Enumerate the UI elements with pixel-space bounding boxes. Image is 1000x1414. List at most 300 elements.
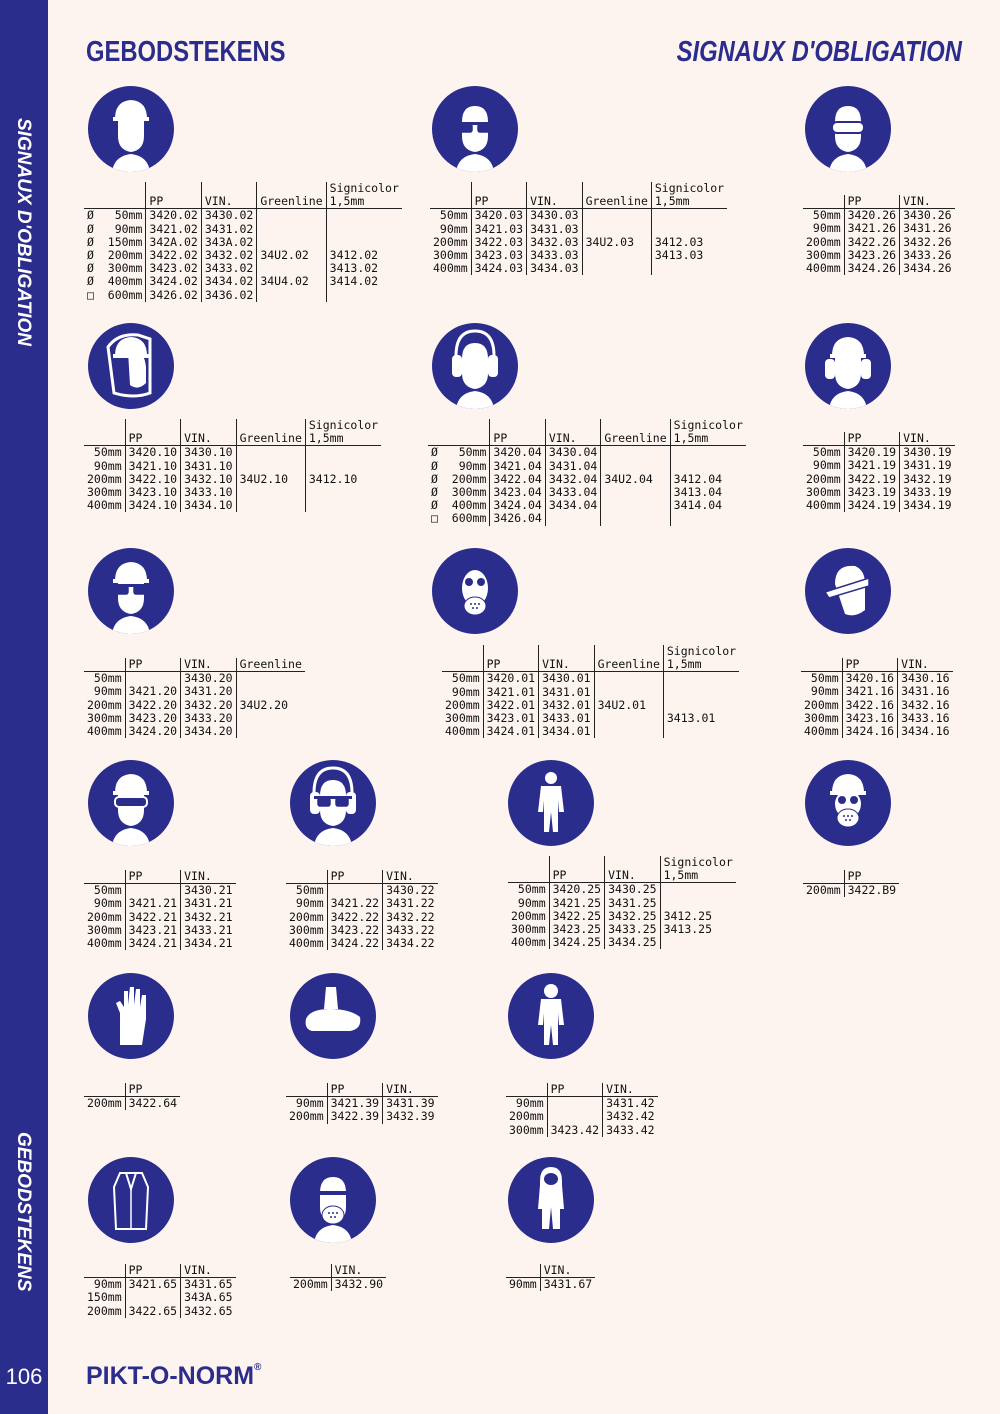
table-row [84,685,305,698]
full-protective-suit-icon [508,973,594,1059]
header-size-cell [84,182,146,209]
article-number-cell: 3422.39 [327,1110,382,1123]
size-cell: 300mm [87,710,122,725]
table-row [84,1291,236,1304]
size-cell: 200mm [511,908,546,923]
article-number-cell [257,209,326,223]
article-number-cell [651,223,727,236]
page-title-french: SIGNAUX D'OBLIGATION [676,36,962,68]
size-cell: 400mm [806,261,841,276]
article-number-cell: 3426.04 [490,512,545,525]
article-number-cell [125,672,180,686]
article-number-cell [305,446,381,460]
article-number-cell [601,486,670,499]
size-cell: Ø 50mm [87,208,143,223]
lab-coat-icon [88,1157,174,1243]
table-row [803,222,955,235]
column-header: Greenline [594,645,663,672]
size-cell: 90mm [812,221,841,236]
article-number-cell: 3421.19 [844,459,899,472]
article-number-cell: 3412.04 [670,473,746,486]
table-row [508,883,736,897]
article-number-cell: 3434.02 [201,275,256,288]
size-cell: 90mm [451,684,480,699]
size-cell: 200mm [804,697,839,712]
table-row [84,897,236,910]
header-size-cell [428,419,490,446]
size-cell: 400mm [806,498,841,513]
article-number-cell: 3422.26 [844,236,899,249]
table-row [286,1097,438,1111]
column-header: VIN. [383,870,438,884]
article-number-cell: 3433.42 [603,1124,658,1137]
article-number-cell: 3432.16 [898,699,953,712]
column-header: Greenline [601,419,670,446]
article-number-cell: 3433.02 [201,262,256,275]
hard-hat-goggles-icon [88,760,174,846]
column-header: VIN. [540,1264,595,1278]
table-header-row [442,645,739,672]
article-number-cell [660,897,736,910]
table-row [803,459,955,472]
brand-logo [86,1362,261,1391]
size-cell: 50mm [810,671,839,686]
article-number-cell: 3421.22 [327,897,382,910]
article-number-cell: 3420.25 [549,883,604,897]
table-row [442,725,739,738]
article-number-cell [651,262,727,275]
table-row [803,209,955,223]
article-number-cell: 3423.19 [844,486,899,499]
hard-hat-ear-protection-icon [805,323,891,409]
header-size-cell [286,870,327,884]
article-number-cell: 3420.19 [844,446,899,460]
table-row [84,699,305,712]
article-number-cell: 3432.20 [181,699,236,712]
article-table-hardhat-ear [803,432,955,512]
column-header: Greenline [236,419,305,446]
size-cell: 90mm [509,1277,537,1292]
size-cell: 90mm [93,684,122,699]
size-cell: 50mm [439,208,468,223]
table-row [286,897,438,910]
size-cell: 90mm [812,458,841,473]
half-mask-respirator-icon [290,1157,376,1243]
table-row [286,911,438,924]
table-header-row [84,419,381,446]
article-number-cell: 3420.26 [844,209,899,223]
table-header-row [84,658,305,672]
article-number-cell: 3432.03 [527,236,582,249]
article-number-cell: 3420.02 [146,209,201,223]
article-number-cell: 3422.19 [844,473,899,486]
column-header: VIN. [201,182,256,209]
column-header: VIN. [545,419,600,446]
column-header: VIN. [900,432,955,446]
header-size-cell [803,870,844,884]
article-number-cell: 3422.04 [490,473,545,486]
article-number-cell: 3423.22 [327,924,382,937]
table-row [428,446,746,460]
article-number-cell: 3423.10 [125,486,180,499]
table-row [442,686,739,699]
article-number-cell: 3432.19 [900,473,955,486]
table-header-row [84,1264,236,1278]
article-number-cell: 3431.20 [181,685,236,698]
article-number-cell: 3434.16 [898,725,953,738]
size-cell: 200mm [806,234,841,249]
face-shield-icon [88,323,174,409]
size-cell: 200mm [806,883,841,898]
article-number-cell: 3424.22 [327,937,382,950]
table-row [506,1097,658,1111]
size-cell: 50mm [93,883,122,898]
article-number-cell: 3431.65 [181,1278,236,1292]
article-table-coverall-hood [506,1264,595,1291]
article-number-cell: 3431.42 [603,1097,658,1111]
article-number-cell: 3413.04 [670,486,746,499]
table-header-row [428,419,746,446]
article-number-cell [651,209,727,223]
table-header-row [506,1264,595,1278]
article-number-cell: 3433.25 [605,923,660,936]
article-number-cell [125,884,180,898]
article-number-cell: 3413.02 [326,262,402,275]
article-number-cell: 3432.10 [181,473,236,486]
table-row [803,262,955,275]
article-number-cell: 3432.04 [545,473,600,486]
article-number-cell: 3433.19 [900,486,955,499]
column-header: Greenline [236,658,305,672]
size-cell: 50mm [93,445,122,460]
column-header: PP [125,1264,180,1278]
column-header: PP [844,432,899,446]
header-size-cell [803,432,844,446]
article-number-cell: 3432.21 [181,911,236,924]
article-number-cell [236,725,305,738]
article-table-lab-coat [84,1264,236,1318]
size-cell: Ø 90mm [431,458,487,473]
header-size-cell [286,1083,327,1097]
size-cell: 90mm [517,895,546,910]
article-table-ear-protection [428,419,746,526]
article-number-cell: 3434.25 [605,936,660,949]
table-header-row [803,432,955,446]
article-number-cell [545,512,600,525]
table-row [84,1278,236,1292]
size-cell: 300mm [806,247,841,262]
sidebar [0,0,48,1414]
table-row [801,699,953,712]
article-number-cell: 3430.16 [898,672,953,686]
article-number-cell: 3422.16 [842,699,897,712]
article-number-cell: 3431.16 [898,685,953,698]
table-header-row [801,658,953,672]
header-size-cell [442,645,483,672]
article-number-cell: 3434.19 [900,499,955,512]
article-number-cell: 3434.20 [181,725,236,738]
protective-glove-icon [88,973,174,1059]
size-cell: 150mm [87,1290,122,1305]
article-number-cell [663,725,739,738]
article-number-cell: 3423.20 [125,712,180,725]
column-header: PP [490,419,545,446]
article-number-cell: 3424.25 [549,936,604,949]
article-number-cell: 34U2.04 [601,473,670,486]
article-number-cell: 3420.01 [483,672,538,686]
size-cell: 50mm [93,671,122,686]
article-number-cell: 3420.10 [125,446,180,460]
article-number-cell: 3430.03 [527,209,582,223]
article-number-cell: 3422.B9 [844,884,899,898]
table-row [803,446,955,460]
size-cell: 400mm [433,261,468,276]
table-header-row [84,870,236,884]
table-header-row [290,1264,386,1278]
table-row [506,1278,595,1292]
article-number-cell: 3423.16 [842,712,897,725]
article-number-cell: 342A.02 [146,236,201,249]
article-number-cell: 3431.26 [900,222,955,235]
table-row [508,897,736,910]
table-row [442,672,739,686]
table-row [286,884,438,898]
hard-hat-respirator-icon [805,760,891,846]
article-number-cell: 3433.21 [181,924,236,937]
article-number-cell: 3432.02 [201,249,256,262]
article-number-cell: 3426.02 [146,289,201,302]
article-number-cell: 3422.65 [125,1305,180,1318]
size-cell: 200mm [509,1109,544,1124]
size-cell: 200mm [289,909,324,924]
header-size-cell [508,856,549,883]
article-number-cell: 3424.02 [146,275,201,288]
article-table-shoe-covers [286,1083,438,1124]
article-number-cell: 34U2.02 [257,249,326,262]
size-cell: Ø 50mm [431,445,487,460]
column-header: PP [125,870,180,884]
article-table-hardhat-glasses [84,658,305,738]
table-header-row [84,182,402,209]
size-cell: 400mm [87,498,122,513]
article-number-cell: 3420.04 [490,446,545,460]
size-cell: Ø 150mm [87,234,143,249]
article-number-cell: 3434.01 [539,725,594,738]
article-number-cell: 3433.26 [900,249,955,262]
size-cell: 200mm [433,234,468,249]
page-number: 106 [5,1364,43,1389]
article-number-cell: 3413.01 [663,712,739,725]
size-cell: 50mm [517,882,546,897]
article-number-cell: 3422.64 [125,1097,180,1111]
article-table-full-suit [506,1083,658,1137]
column-header: Signicolor 1,5mm [663,645,739,672]
size-cell: 400mm [511,935,546,950]
size-cell: 200mm [806,471,841,486]
protective-overall-icon [508,760,594,846]
article-number-cell [326,209,402,223]
size-cell: Ø 400mm [87,274,143,289]
column-header: PP [549,856,604,883]
article-number-cell [327,884,382,898]
article-number-cell: 3422.03 [471,236,526,249]
article-number-cell [582,223,651,236]
size-cell: 200mm [87,1096,122,1111]
article-number-cell: 3422.22 [327,911,382,924]
table-row [801,725,953,738]
article-number-cell: 3423.26 [844,249,899,262]
article-number-cell: 34U2.10 [236,473,305,486]
column-header: PP [327,1083,382,1097]
size-cell: 90mm [93,896,122,911]
column-header: VIN. [603,1083,658,1097]
sidebar-label-bottom: GEBODSTEKENS [13,1132,34,1292]
article-number-cell: 3431.03 [527,223,582,236]
article-number-cell [236,446,305,460]
article-number-cell [594,686,663,699]
table-row [428,512,746,525]
article-number-cell: 3434.21 [181,937,236,950]
article-number-cell [326,223,402,236]
article-number-cell: 3432.22 [383,911,438,924]
article-number-cell: 3421.02 [146,223,201,236]
table-row [508,936,736,949]
registered-mark: ® [254,1362,262,1373]
size-cell: 50mm [451,671,480,686]
article-table-hardhat-respirator [803,870,899,897]
article-table-hardhat [84,182,402,302]
article-number-cell: 3412.02 [326,249,402,262]
table-row [803,884,899,898]
article-number-cell: 3430.19 [900,446,955,460]
size-cell: Ø 90mm [87,221,143,236]
article-number-cell: 3431.67 [540,1278,595,1292]
article-number-cell: 3424.03 [471,262,526,275]
article-number-cell [305,460,381,473]
column-header: VIN. [181,870,236,884]
table-row [430,262,727,275]
table-row [84,499,381,512]
page-title-dutch: GEBODSTEKENS [86,36,286,68]
size-cell: 50mm [812,445,841,460]
article-number-cell: 3431.39 [383,1097,438,1111]
column-header: VIN. [331,1264,386,1278]
article-number-cell [601,499,670,512]
article-number-cell: 3412.10 [305,473,381,486]
table-row [286,937,438,950]
article-number-cell: 3421.20 [125,685,180,698]
article-number-cell: 3414.04 [670,499,746,512]
size-cell: Ø 200mm [87,248,143,263]
article-number-cell [670,460,746,473]
article-table-glasses-ear [286,870,438,950]
column-header: VIN. [605,856,660,883]
size-cell: 200mm [445,697,480,712]
article-number-cell: 3430.20 [181,672,236,686]
article-number-cell: 3422.02 [146,249,201,262]
article-number-cell: 3421.25 [549,897,604,910]
article-number-cell: 3431.25 [605,897,660,910]
article-table-half-mask [290,1264,386,1291]
table-header-row [286,870,438,884]
article-number-cell [594,712,663,725]
column-header: Greenline [582,182,651,209]
table-row [84,209,402,223]
article-number-cell [582,249,651,262]
column-header: PP [125,419,180,446]
table-header-row [84,1083,180,1097]
article-number-cell [670,512,746,525]
article-number-cell [594,672,663,686]
article-number-cell: 3421.01 [483,686,538,699]
table-header-row [803,870,899,884]
article-number-cell [236,685,305,698]
article-number-cell: 3420.16 [842,672,897,686]
ear-protection-icon [432,323,518,409]
header-size-cell [84,419,125,446]
article-number-cell: 3430.21 [181,884,236,898]
article-number-cell: 3433.10 [181,486,236,499]
article-number-cell: 3423.04 [490,486,545,499]
article-number-cell [670,446,746,460]
article-number-cell: 3424.04 [490,499,545,512]
article-number-cell: 3422.25 [549,910,604,923]
article-number-cell [236,460,305,473]
article-number-cell: 3430.22 [383,884,438,898]
article-number-cell: 3432.42 [603,1110,658,1123]
article-number-cell: 3431.02 [201,223,256,236]
article-table-respirator [442,645,739,738]
article-number-cell: 3434.26 [900,262,955,275]
article-number-cell: 3433.22 [383,924,438,937]
article-number-cell [305,499,381,512]
article-number-cell: 3432.39 [383,1110,438,1123]
article-number-cell: 3431.10 [181,460,236,473]
size-cell: 90mm [93,458,122,473]
article-table-overall [508,856,736,949]
table-header-row [430,182,727,209]
article-number-cell: 3421.21 [125,897,180,910]
size-cell: 200mm [289,1109,324,1124]
article-number-cell [125,1291,180,1304]
column-header: PP [125,1083,180,1097]
table-row [84,460,381,473]
article-number-cell: 3433.04 [545,486,600,499]
table-row [290,1278,386,1292]
table-row [84,275,402,288]
table-header-row [803,195,955,209]
article-number-cell [547,1110,602,1123]
article-number-cell: 3424.21 [125,937,180,950]
column-header: PP [483,645,538,672]
size-cell: 200mm [87,471,122,486]
table-row [84,725,305,738]
article-number-cell: 3430.04 [545,446,600,460]
article-number-cell [663,686,739,699]
article-number-cell: 3433.20 [181,712,236,725]
table-row [803,499,955,512]
table-row [801,672,953,686]
brand-name: PIKT-O-NORM [86,1362,255,1390]
size-cell: 200mm [87,1303,122,1318]
article-number-cell: 3413.03 [651,249,727,262]
table-row [84,289,402,302]
size-cell: Ø 400mm [431,498,487,513]
size-cell: 400mm [445,724,480,739]
article-number-cell: 3432.25 [605,910,660,923]
header-size-cell [506,1083,547,1097]
article-number-cell: 3432.01 [539,699,594,712]
